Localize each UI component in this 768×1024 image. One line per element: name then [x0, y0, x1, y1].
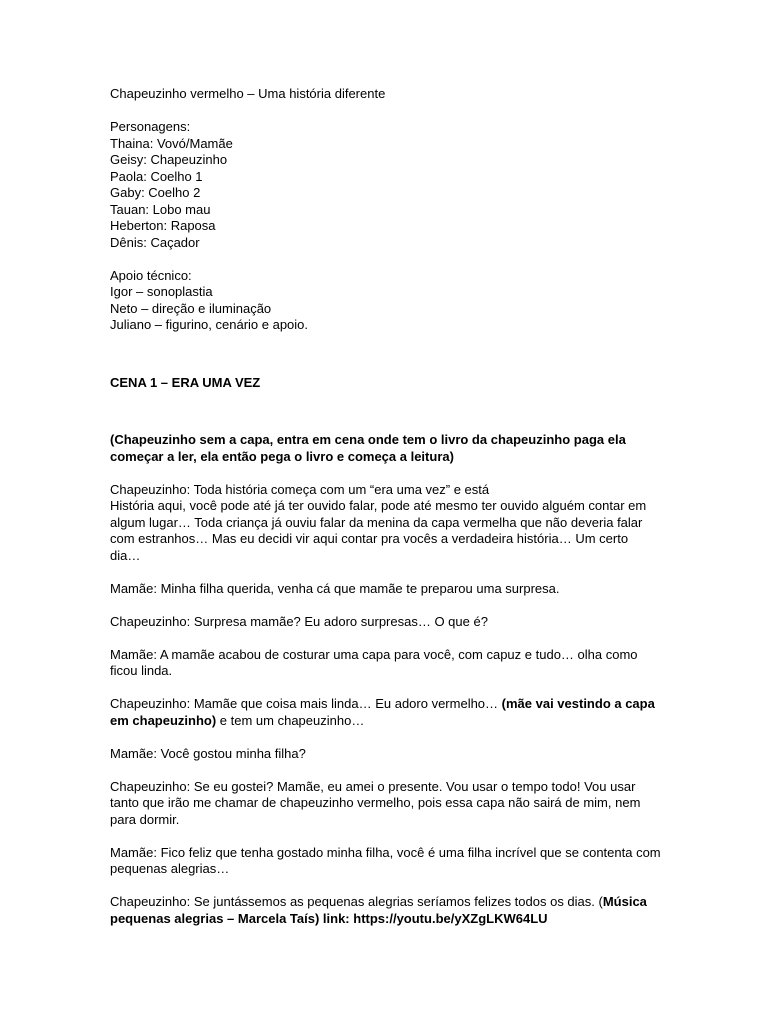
dialogue-chapeuzinho-5 [110, 894, 662, 927]
dialogue-mamae-3: Mamãe: Você gostou minha filha? [110, 745, 306, 761]
dialogue-chapeuzinho-2: Chapeuzinho: Surpresa mamãe? Eu adoro surpresas… O que é? [110, 613, 488, 629]
cast-item-thaina: Thaina: Vovó/Mamãe [110, 135, 233, 151]
dialogue-mamae-2: Mamãe: A mamãe acabou de costurar uma capa para você, com capuz e tudo… olha como ficou linda. [110, 646, 638, 678]
cast-item-tauan: Tauan: Lobo mau [110, 201, 211, 217]
music-link-note: Música pequenas alegrias – Marcela Taís) link: https://youtu.be/yXZgLKW64LU [110, 894, 647, 926]
dialogue-chapeuzinho-4: Chapeuzinho: Se eu gostei? Mamãe, eu amei o presente. Vou usar o tempo todo! Vou usar tanto que irão me chamar de chapeuzinho vermelho, pois essa capa não sairá de mim, nem para dormir. [110, 778, 641, 827]
cast-item-denis: Dênis: Caçador [110, 234, 200, 250]
crew-item-juliano: Juliano – figurino, cenário e apoio. [110, 317, 309, 332]
stage-direction: (Chapeuzinho sem a capa, entra em cena onde tem o livro da chapeuzinho paga ela começar a ler, ela então pega o livro e começa a leitura) [110, 432, 626, 464]
dialogue-mamae-1: Mamãe: Minha filha querida, venha cá que mamãe te preparou uma surpresa. [110, 580, 560, 596]
cast-item-heberton: Heberton: Raposa [110, 218, 216, 233]
dialogue-text: Chapeuzinho: Se juntássemos as pequenas alegrias seríamos felizes todos os dias. ( [110, 894, 603, 909]
crew-heading: Apoio técnico: [110, 267, 192, 283]
dialogue-chapeuzinho-1b: História aqui, você pode até já ter ouvido falar, pode até mesmo ter ouvido alguém contar em algum lugar… Toda criança já ouviu falar da menina da capa vermelha que não deveria falar com estranhos… Mas eu decidi vir aqui contar pra vocês a verdadeira história… Um certo dia… [110, 498, 647, 563]
dialogue-chapeuzinho-1a: Chapeuzinho: Toda história começa com um “era uma vez” e está [110, 481, 490, 497]
cast-heading: Personagens: [110, 119, 191, 134]
crew-item-neto: Neto – direção e iluminação [110, 300, 272, 316]
dialogue-text: Chapeuzinho: Mamãe que coisa mais linda… Eu adoro vermelho… [110, 696, 502, 711]
cast-item-paola: Paola: Coelho 1 [110, 168, 203, 184]
inline-stage-direction: (mãe vai vestindo a capa em chapeuzinho) [110, 696, 655, 728]
dialogue-mamae-4: Mamãe: Fico feliz que tenha gostado minha filha, você é uma filha incrível que se contenta com pequenas alegrias… [110, 844, 661, 876]
dialogue-text: e tem um chapeuzinho… [216, 712, 365, 728]
cast-item-geisy: Geisy: Chapeuzinho [110, 152, 228, 167]
crew-item-igor: Igor – sonoplastia [110, 284, 213, 299]
document-body [110, 86, 662, 927]
scene-heading: CENA 1 – ERA UMA VEZ [110, 374, 261, 390]
document-title: Chapeuzinho vermelho – Uma história diferente [110, 86, 386, 101]
dialogue-chapeuzinho-3 [110, 696, 662, 729]
cast-item-gaby: Gaby: Coelho 2 [110, 185, 201, 200]
